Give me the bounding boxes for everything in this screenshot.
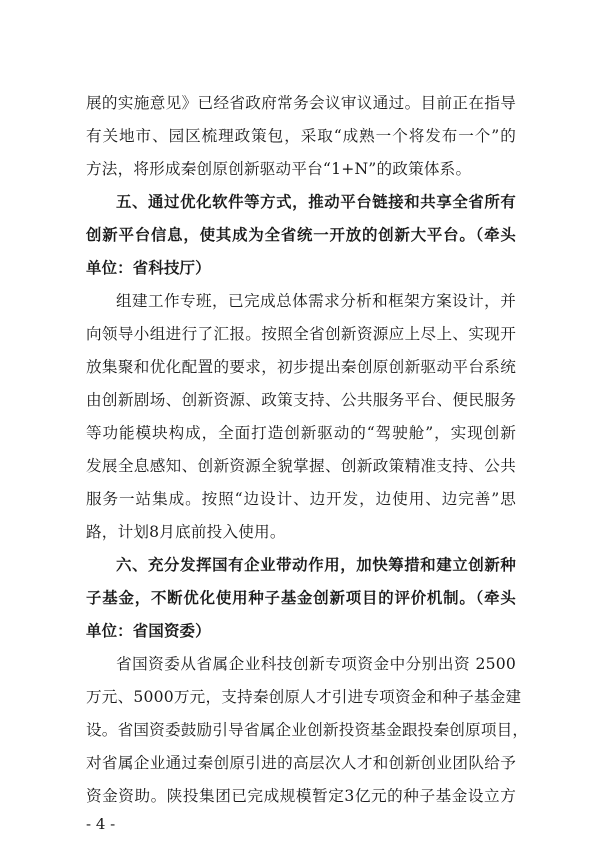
page-number: - 4 - [86,815,116,833]
text-line: 方法，将形成秦创原创新驱动平台“1+N”的政策体系。 [86,160,472,178]
section-heading-line: 子基金，不断优化使用种子基金创新项目的评价机制。（牵头 [86,589,516,607]
section-heading-line: 单位：省国资委） [86,622,211,640]
text-line: 省国资委从省属企业科技创新专项资金中分别出资 2500 [116,655,516,673]
text-line: 对省属企业通过秦创原引进的高层次人才和创新创业团队给予 [86,754,516,772]
text-line: 由创新剧场、创新资源、政策支持、公共服务平台、便民服务 [86,391,516,409]
section-heading-line: 五、通过优化软件等方式，推动平台链接和共享全省所有 [116,193,516,211]
section-heading-line: 单位：省科技厅） [86,259,211,277]
text-line: 发展全息感知、创新资源全貌掌握、创新政策精准支持、公共 [86,457,516,475]
text-line: 向领导小组进行了汇报。按照全省创新资源应上尽上、实现开 [86,325,516,343]
section-heading-line: 创新平台信息，使其成为全省统一开放的创新大平台。（牵头 [86,226,516,244]
text-line: 万元、5000万元，支持秦创原人才引进专项资金和种子基金建 [86,688,522,706]
text-line: 展的实施意见》已经省政府常务会议审议通过。目前正在指导 [86,94,516,112]
text-line: 放集聚和优化配置的要求，初步提出秦创原创新驱动平台系统 [86,358,516,376]
text-line: 路，计划8月底前投入使用。 [86,523,286,541]
text-line: 组建工作专班，已完成总体需求分析和框架方案设计，并 [116,292,516,310]
text-line: 等功能模块构成，全面打造创新驱动的“驾驶舱”，实现创新 [86,424,516,442]
text-line: 设。省国资委鼓励引导省属企业创新投资基金跟投秦创原项目， [86,721,529,739]
text-line: 有关地市、园区梳理政策包，采取“成熟一个将发布一个”的 [86,127,516,145]
text-line: 资金资助。陕投集团已完成规模暂定3亿元的种子基金设立方 [86,787,516,805]
section-heading-line: 六、充分发挥国有企业带动作用，加快筹措和建立创新种 [116,556,516,574]
text-line: 服务一站集成。按照“边设计、边开发，边使用、边完善”思 [86,490,516,508]
